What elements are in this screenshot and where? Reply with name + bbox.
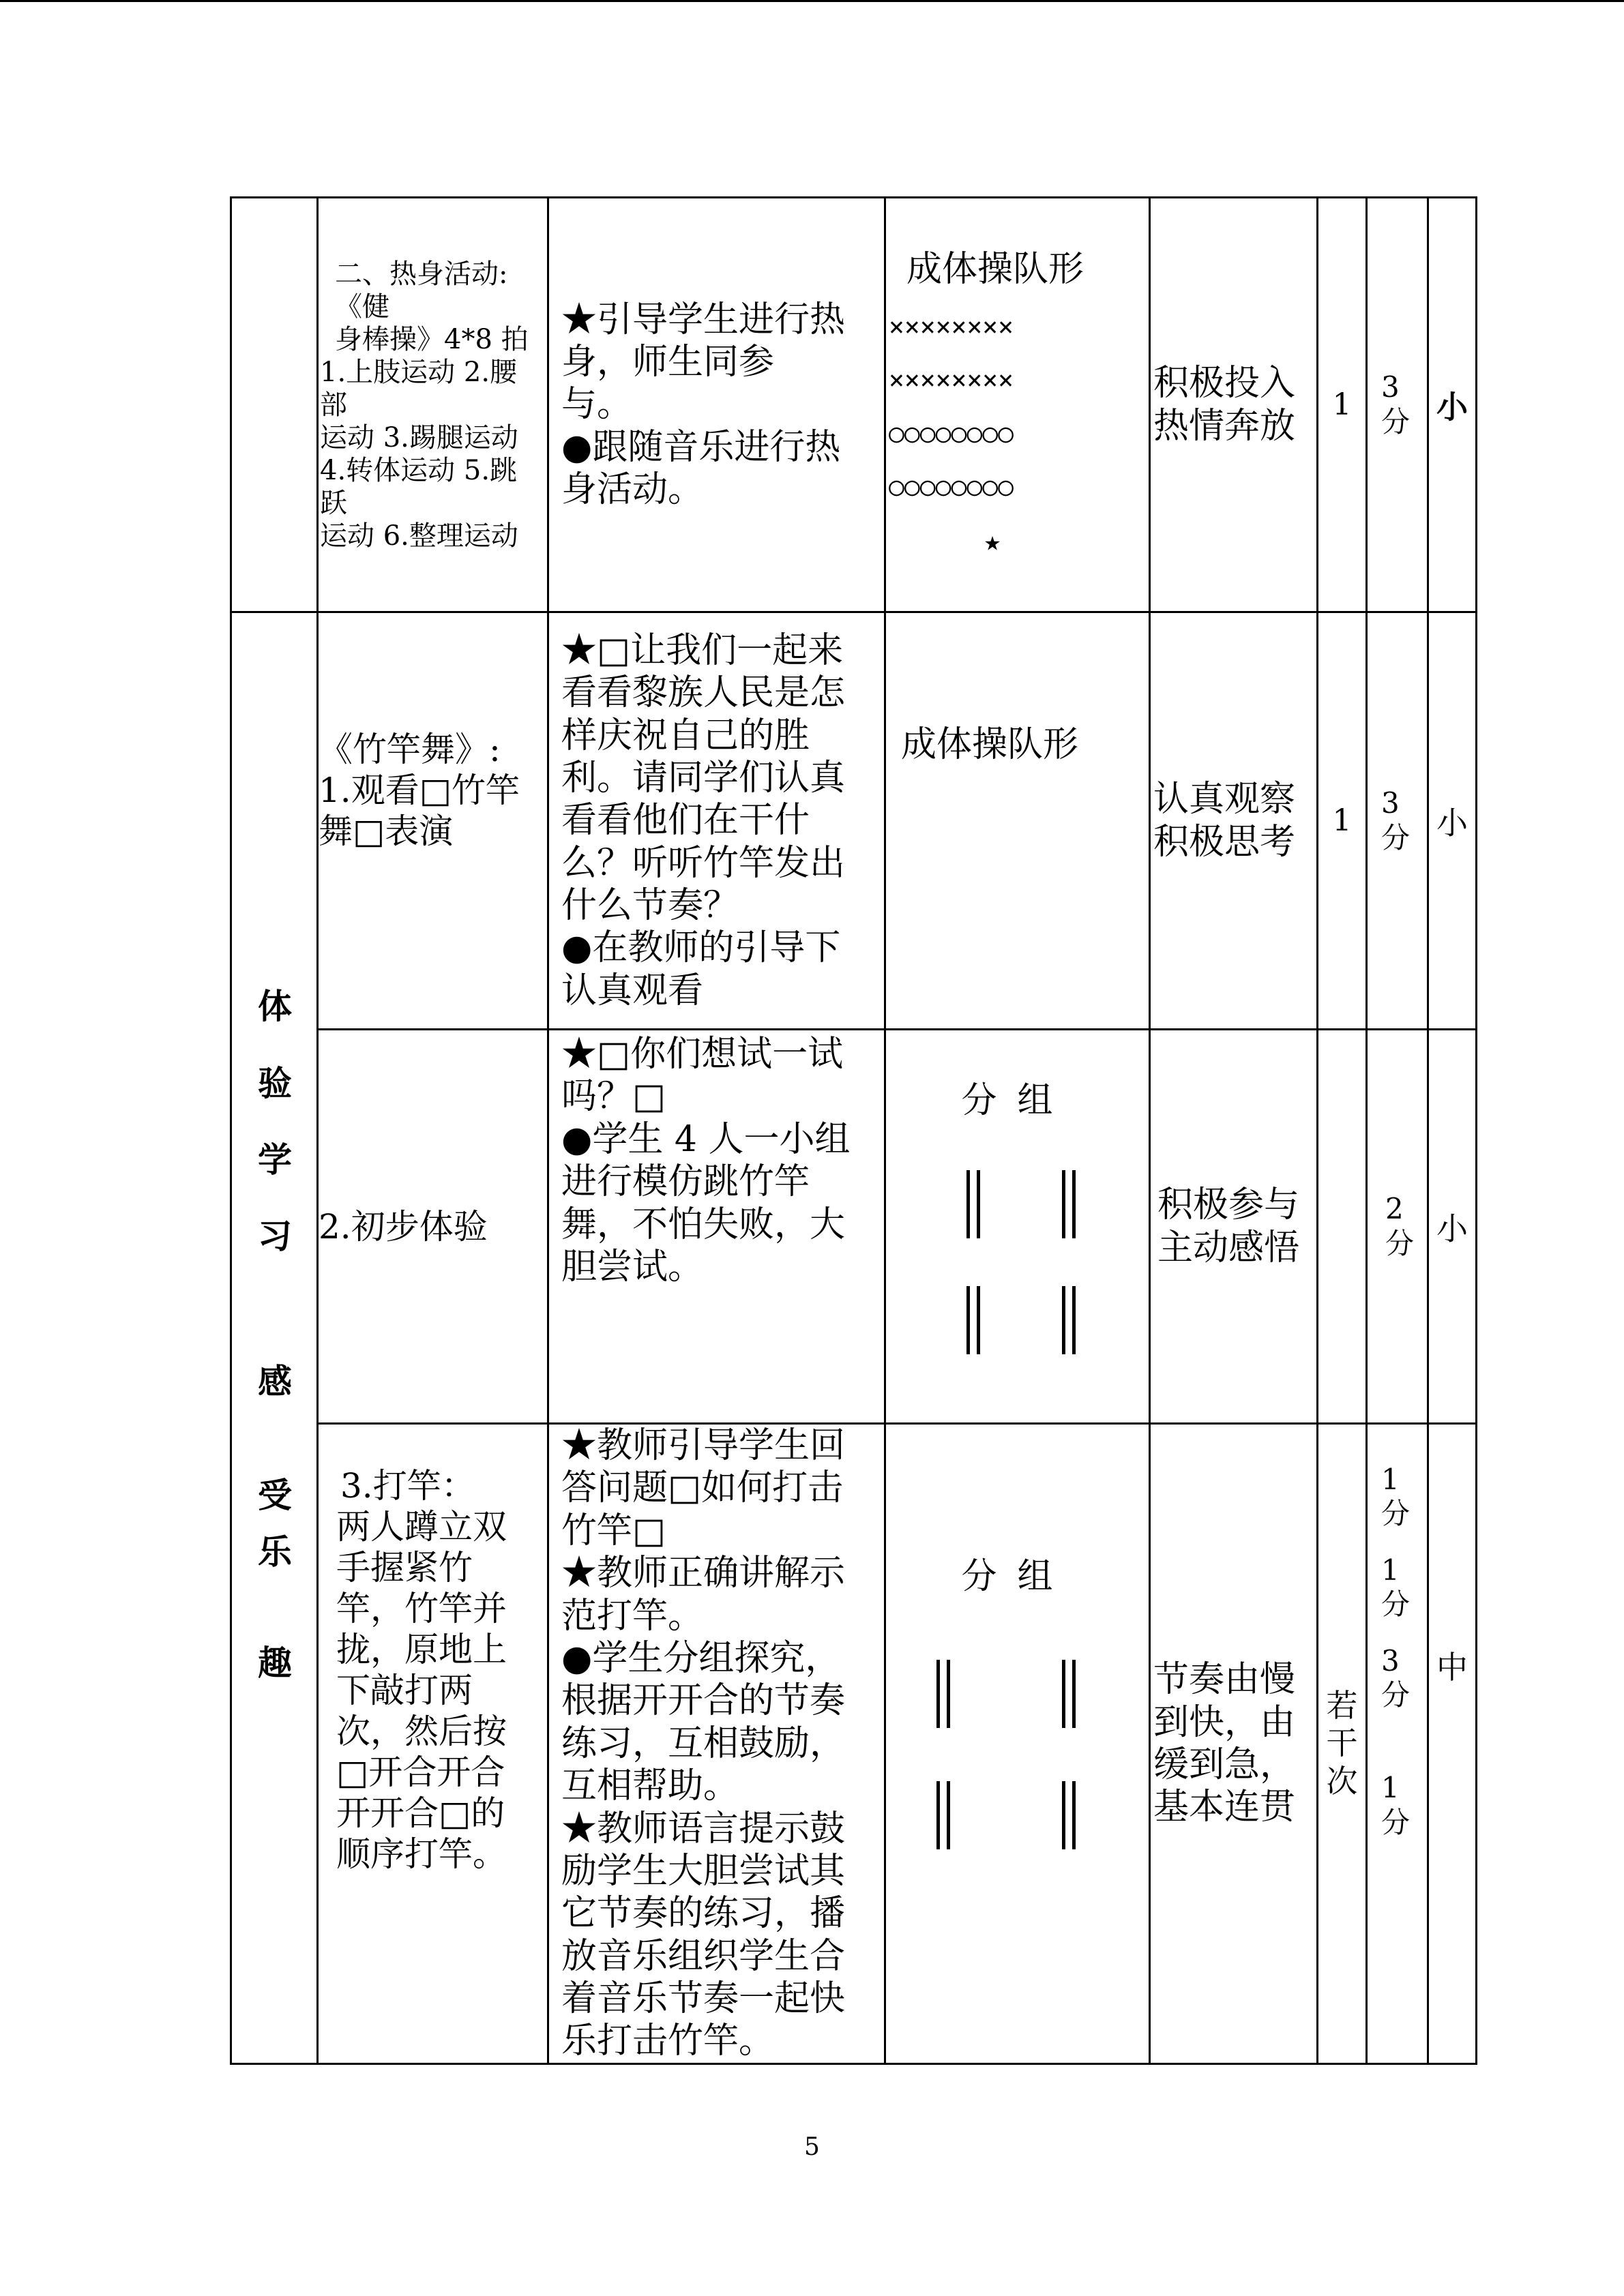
content-line: 3.打竿：: [340, 1466, 475, 1506]
time-unit: 分: [1385, 1226, 1415, 1260]
stage-cell: [231, 612, 318, 2064]
evaluation-line: 热情奔放: [1153, 405, 1296, 447]
method-line: ★教师引导学生回: [561, 1425, 846, 1466]
time-value: 1: [1381, 1553, 1400, 1587]
evaluation-cell: [1150, 1030, 1318, 1424]
evaluation-cell: [1150, 198, 1318, 612]
evaluation-line: 缓到急，: [1153, 1744, 1296, 1785]
time-value: 1: [1381, 1463, 1400, 1496]
method-cell: [548, 1424, 885, 2064]
time-cell: [1367, 1424, 1428, 2064]
time-cell: [1367, 612, 1428, 1030]
method-line: 进行模仿跳竹竿: [561, 1161, 810, 1203]
formation-title: 成体操队形: [906, 249, 1084, 290]
content-line: 次，然后按: [336, 1712, 507, 1751]
content-line: 身棒操》4*8 拍: [335, 323, 529, 355]
method-line: 范打竿。: [561, 1595, 704, 1637]
intensity-cell: 小: [1428, 198, 1477, 612]
content-cell: [318, 1424, 548, 2064]
method-cell: [548, 198, 885, 612]
method-line: 看看他们在干什: [561, 800, 810, 841]
bamboo-pole-icon: [1062, 1660, 1076, 1728]
time-cell: [1367, 1030, 1428, 1424]
stage-char: 学: [258, 1139, 292, 1180]
method-line: 样庆祝自己的胜: [561, 715, 810, 756]
method-line: ●跟随音乐进行热: [561, 426, 841, 468]
teacher-star-icon: ★: [984, 525, 1001, 557]
content-line: □开合开合: [336, 1753, 505, 1792]
bamboo-pole-diagram: [886, 1598, 1149, 1885]
bamboo-pole-icon: [966, 1286, 980, 1354]
content-line: 手握紧竹: [336, 1548, 473, 1587]
count-char: 干: [1326, 1725, 1358, 1762]
method-cell: [548, 1030, 885, 1424]
intensity-cell: [1428, 1424, 1477, 2064]
formation-cell: [885, 1030, 1150, 1424]
method-line: ●学生分组探究，: [561, 1637, 841, 1679]
formation-title: 分组: [961, 1556, 1074, 1597]
method-line: 练习，互相鼓励，: [561, 1723, 846, 1764]
method-line: ●在教师的引导下: [561, 927, 841, 969]
count-cell: 1: [1318, 612, 1367, 1030]
content-line: 1.上肢运动 2.腰部: [320, 356, 518, 421]
stage-char: 体: [258, 985, 292, 1026]
bamboo-pole-icon: [936, 1660, 950, 1728]
time-value: 1: [1381, 1771, 1400, 1805]
evaluation-cell: [1150, 612, 1318, 1030]
content-line: 顺序打竿。: [336, 1834, 507, 1874]
count-cell: 1: [1318, 198, 1367, 612]
method-line: 认真观看: [561, 970, 704, 1011]
evaluation-line: 积极参与: [1157, 1184, 1300, 1226]
intensity-cell: 小: [1428, 1030, 1477, 1424]
evaluation-cell: [1150, 1424, 1318, 2064]
formation-cell: [885, 612, 1150, 1030]
stage-char: 趣: [258, 1642, 292, 1683]
evaluation-line: 主动感悟: [1157, 1227, 1300, 1268]
bamboo-pole-icon: [1062, 1286, 1076, 1354]
content-line: 下敲打两: [336, 1671, 473, 1710]
content-line: 拢，原地上: [336, 1630, 507, 1669]
stage-char: 感: [258, 1360, 292, 1401]
time-cell: [1367, 198, 1428, 612]
table-row-experience: [231, 1030, 1477, 1424]
table-row-watch: [231, 612, 1477, 1030]
formation-row: ××××××××: [889, 312, 1014, 342]
bamboo-pole-diagram: [886, 1122, 1149, 1354]
formation-title: 分组: [961, 1080, 1074, 1121]
method-line: 乐打击竹竿。: [561, 2021, 775, 2062]
time-unit: 分: [1381, 1805, 1411, 1839]
time-unit: 分: [1381, 404, 1411, 438]
content-line: 4.转体运动 5.跳跃: [320, 454, 518, 519]
page-number: 5: [804, 2133, 820, 2161]
method-line: 答问题□如何打击: [561, 1467, 844, 1509]
method-line: 利。请同学们认真: [561, 757, 846, 799]
stage-char: 乐: [258, 1531, 292, 1572]
method-line: 与。: [561, 384, 633, 426]
content-line: 《竹竿舞》:: [319, 729, 501, 769]
method-line: 放音乐组织学生合: [561, 1935, 846, 1977]
method-line: 互相帮助。: [561, 1765, 739, 1807]
bamboo-pole-icon: [966, 1170, 980, 1238]
formation-cell: [885, 198, 1150, 612]
evaluation-line: 积极投入: [1153, 363, 1296, 404]
method-line: 吗？□: [561, 1076, 666, 1118]
intensity-cell: 小: [1428, 612, 1477, 1030]
intensity-value: 中: [1436, 1649, 1468, 1686]
time-unit: 分: [1381, 1587, 1411, 1622]
method-line: ★引导学生进行热: [561, 299, 846, 340]
method-line: 根据开开合的节奏: [561, 1680, 846, 1722]
method-line: 什么节奏？: [561, 885, 739, 927]
method-line: 它节奏的练习，播: [561, 1893, 846, 1935]
method-line: 身活动。: [561, 469, 704, 511]
formation-diagram: [886, 301, 1149, 569]
content-line: 两人蹲立双: [336, 1507, 507, 1547]
formation-title: 成体操队形: [901, 724, 1079, 765]
method-line: ★□让我们一起来: [561, 629, 844, 671]
stage-char: 习: [258, 1215, 292, 1256]
evaluation-line: 认真观察: [1153, 779, 1296, 820]
method-line: 舞，不怕失败，大: [561, 1204, 846, 1245]
formation-row: ○○○○○○○○: [889, 418, 1014, 448]
count-cell: [1318, 1424, 1367, 2064]
time-unit: 分: [1381, 1678, 1411, 1712]
bamboo-pole-icon: [936, 1781, 950, 1849]
lesson-plan-table: [230, 196, 1477, 2065]
method-line: 着音乐节奏一起快: [561, 1978, 846, 2020]
method-line: 胆尝试。: [561, 1246, 704, 1287]
evaluation-line: 到快，由: [1153, 1701, 1296, 1743]
method-line: ★教师正确讲解示: [561, 1553, 846, 1594]
content-cell: [318, 612, 548, 1030]
method-line: ●学生 4 人一小组: [561, 1118, 851, 1160]
content-line: 开开合□的: [336, 1793, 505, 1833]
table-row-hitting: [231, 1424, 1477, 2064]
content-line: 舞□表演: [319, 811, 454, 851]
time-value: 3: [1381, 1643, 1400, 1678]
method-line: 竹竿□: [561, 1510, 666, 1551]
content-line: 运动 6.整理运动: [320, 520, 518, 552]
content-line: 2.初步体验: [319, 1206, 488, 1247]
content-cell: [318, 1030, 548, 1424]
evaluation-line: 积极思考: [1153, 821, 1296, 863]
count-char: 若: [1326, 1687, 1358, 1725]
method-line: 看看黎族人民是怎: [561, 672, 846, 714]
method-cell: [548, 612, 885, 1030]
method-line: 身，师生同参: [561, 341, 775, 383]
count-char: 次: [1326, 1762, 1358, 1800]
evaluation-line: 基本连贯: [1153, 1787, 1296, 1828]
method-line: 励学生大胆尝试其: [561, 1850, 846, 1892]
count-cell: [1318, 1030, 1367, 1424]
time-unit: 分: [1381, 1497, 1411, 1531]
time-value: 3: [1381, 786, 1400, 820]
time-unit: 分: [1381, 820, 1411, 854]
method-line: 么？听听竹竿发出: [561, 842, 846, 884]
time-value: 3: [1381, 370, 1400, 404]
table-row-warmup: [231, 198, 1477, 612]
method-line: ★教师语言提示鼓: [561, 1808, 846, 1849]
stage-char: 验: [258, 1062, 292, 1103]
formation-row: ××××××××: [889, 365, 1014, 396]
content-line: 运动 3.踢腿运动: [320, 421, 518, 453]
top-border: [0, 0, 1624, 2]
method-line: ★□你们想试一试: [561, 1034, 844, 1075]
content-line: 1.观看□竹竿: [319, 770, 520, 810]
stage-char: 受: [258, 1474, 292, 1515]
stage-cell-empty: [231, 198, 318, 612]
content-line: 竿，竹竿并: [336, 1589, 507, 1628]
bamboo-pole-icon: [1062, 1170, 1076, 1238]
evaluation-line: 节奏由慢: [1153, 1659, 1296, 1701]
content-cell: [318, 198, 548, 612]
formation-cell: [885, 1424, 1150, 2064]
content-line: 二、热身活动:《健: [335, 258, 508, 323]
formation-row: ○○○○○○○○: [889, 471, 1014, 501]
bamboo-pole-icon: [1062, 1781, 1076, 1849]
time-value: 2: [1385, 1192, 1404, 1226]
